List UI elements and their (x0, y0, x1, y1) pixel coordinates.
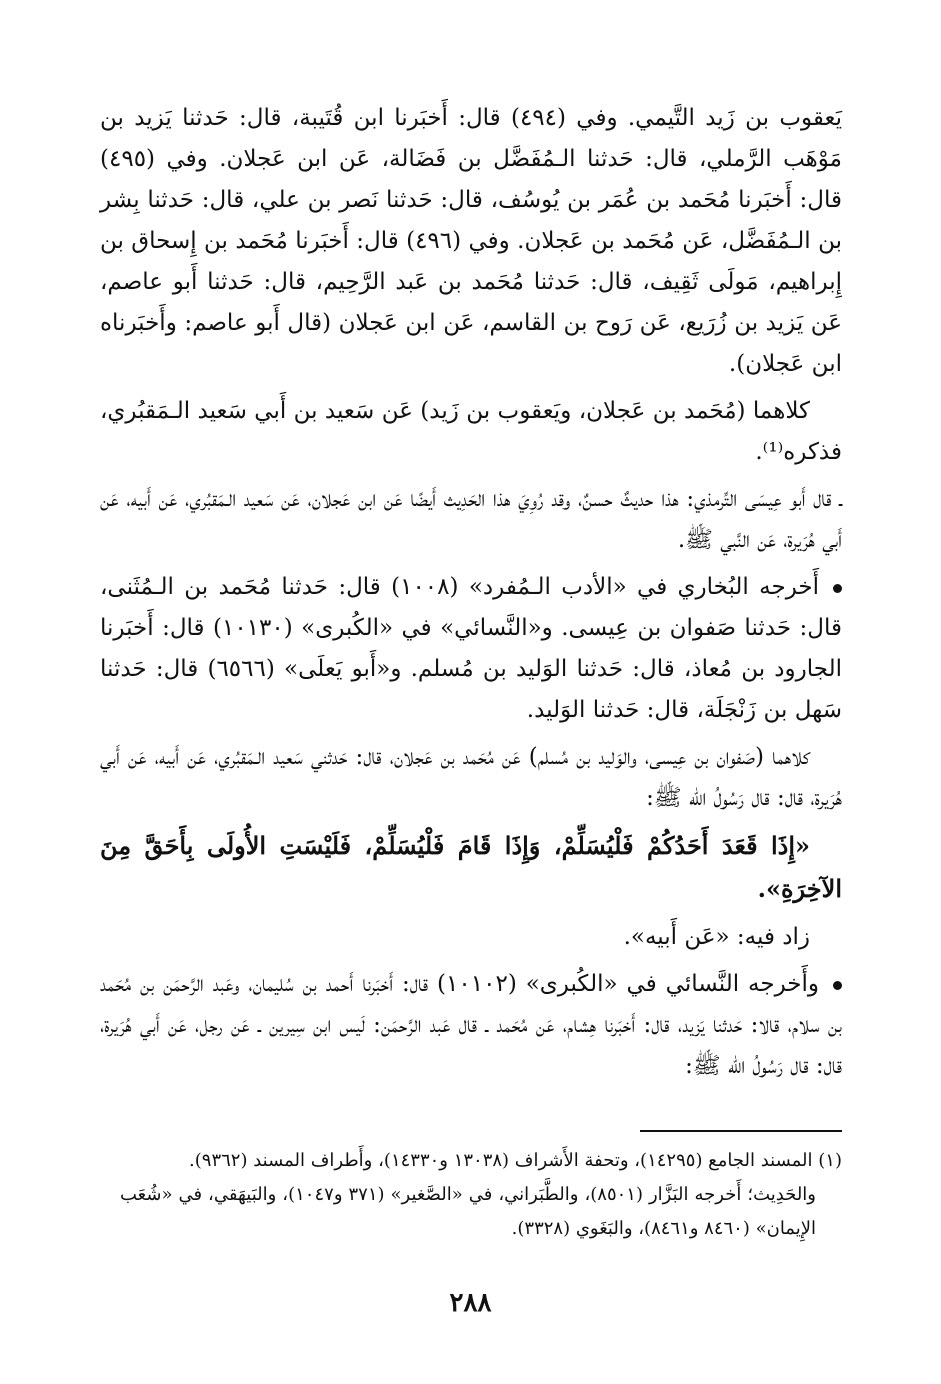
footnote-1: (١) المسند الجامع (١٤٢٩٥)، وتحفة الأَشراف (١٣٠٣٨ و١٤٣٣٠)، وأَطراف المسند (٩٣٦٢). (189, 1150, 842, 1171)
footnote-divider (640, 1130, 842, 1132)
paragraph-7-text: وأَخرجه النَّسائي في «الكُبرى» (١٠١٠٢) قال: أَخبَرنا أَحمد بن سُليمان، وعَبد الرَّحمَن بن مُحَمد بن سلام، قالا: حَدثنا يَزيد، قال: أَخبَرنا هِشام، عَن مُحَمد ـ قال عَبد الرَّحمَن: لَيس ابن سِيرين ـ عَن رجل، عَن أَبي هُرَيرة، قال: قال رَسُولُ الله ﷺ: (100, 971, 842, 1079)
paragraph-4 (100, 567, 842, 731)
paragraph-5: كلاهما (صَفوان بن عِيسى، والوَليد بن مُسلم) عَن مُحَمد بن عَجلان، قال: حَدثني سَعيد الـمَقبُري، عَن أَبيه، عَن أَبي هُرَيرة، قال: قال رَسُولُ الله ﷺ: (100, 744, 842, 811)
hadith-text: «إِذَا قَعَدَ أَحَدُكُمْ فَلْيُسَلِّمْ، وَإِذَا قَامَ فَلْيُسَلِّمْ، فَلَيْسَتِ الأُولَى بِأَحَقَّ مِنَ الآخِرَةِ». (100, 831, 842, 903)
paragraph-2: كلاهما (مُحَمد بن عَجلان، ويَعقوب بن زَيد) عَن سَعيد بن أَبي سَعيد الـمَقبُري، فذكره⁽¹⁾. (100, 398, 842, 465)
main-text (100, 98, 842, 1093)
paragraph-1: يَعقوب بن زَيد التَّيمي. وفي (٤٩٤) قال: أَخبَرنا ابن قُتَيبة، قال: حَدثنا يَزيد بن مَوْهَب الرَّملي، قال: حَدثنا الـمُفَضَّل بن فَضَالة، عَن ابن عَجلان. وفي (٤٩٥) قال: أَخبَرنا مُحَمد بن عُمَر بن يُوسُف، قال: حَدثنا نَصر بن علي، قال: حَدثنا بِشر بن الـمُفَضَّل، عَن مُحَمد بن عَجلان. وفي (٤٩٦) قال: أَخبَرنا مُحَمد بن إِسحاق بن إِبراهيم، مَولَى ثَقِيف، قال: حَدثنا مُحَمد بن عَبد الرَّحِيم، قال: حَدثنا أَبو عاصم، عَن يَزيد بن زُرَيع، عَن رَوح بن القاسم، عَن ابن عَجلان (قال أَبو عاصم: وأَخبَرناه ابن عَجلان). (100, 105, 842, 377)
paragraph-3: ـ قال أَبو عِيسَى التِّرمذي: هذا حديثٌ حسنٌ، وقد رُوِيَ هذا الحَدِيث أَيضًا عَن ابن عَجلان، عَن سَعيد الـمَقبُري، عَن أَبيه، عَن أَبي هُرَيرة، عَن النَّبي ﷺ. (100, 486, 842, 553)
paragraph-4-text: أَخرجه البُخاري في «الأدب الـمُفرد» (١٠٠٨) قال: حَدثنا مُحَمد بن الـمُثَنى، قال: حَدثنا صَفوان بن عِيسى. و«النَّسائي» في «الكُبرى» (١٠١٣٠) قال: أَخبَرنا الجارود بن مُعاذ، قال: حَدثنا الوَليد بن مُسلم. و«أَبو يَعلَى» (٦٥٦٦) قال: حَدثنا سَهل بن زَنْجَلَة، قال: حَدثنا الوَليد. (100, 574, 842, 723)
paragraph-6: زاد فيه: «عَن أَبيه». (623, 924, 810, 950)
bullet-icon (833, 584, 842, 593)
paragraph-7 (100, 964, 842, 1087)
bullet-icon (833, 981, 842, 990)
hadith-quote (100, 825, 842, 911)
page-number: ٢٨٨ (449, 1288, 492, 1318)
footnote-1-continuation: والحَدِيث؛ أَخرجه البَزَّار (٨٥٠١)، والطَّبَراني، في «الصَّغير» (٣٧١ و١٠٤٧)، والبَيهَقي، في «شُعَب الإِيمان» (٨٤٦٠ و٨٤٦١)، والبَغَوي (٣٣٢٨). (120, 1184, 816, 1239)
footnotes (120, 1144, 842, 1246)
